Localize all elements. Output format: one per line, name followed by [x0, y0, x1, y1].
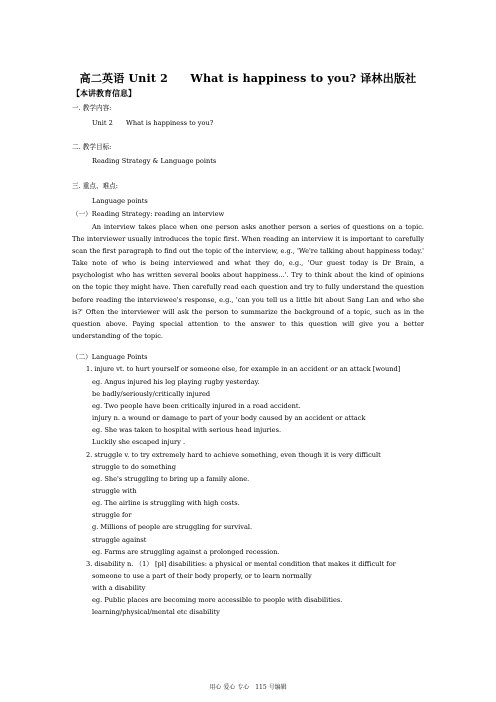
point-line: injury n. a wound or damage to part of your body caused by an accident or attack: [92, 414, 366, 422]
point-line: learning/physical/mental etc disability: [92, 608, 220, 616]
point-line: struggle for: [92, 511, 132, 519]
reading-strategy-paragraph: An interview takes place when one person asks another person a series of questions on a topic. The interviewer usually introduces the topic first. When reading an interview it is important to carefully scan the first paragraph to find out the topic of the interview, e.g., 'We're talking about happiness today.' Take note of who is being interviewed and what they do, e.g., 'Our guest today is Dr Brain, a psychologist who has written several books about happiness…'. Try to think about the kind of opinions on the topic they might have. Then carefully read each question and try to fully understand the question before reading the interviewee's response, e.g., 'can you tell us a little bit about Sang Lan and who she is?' Often the interviewer will ask the person to summarize the background of a topic, such as in the question above. Paying special attention to the answer to this question will give you a better understanding of the topic.: [72, 223, 424, 340]
subsection-2-heading: （二）Language Points: [72, 353, 148, 361]
section-3-heading: 三. 重点、难点:: [72, 182, 118, 190]
point-line: eg. Public places are becoming more accessible to people with disabilities.: [92, 596, 343, 604]
info-header: 【本讲教育信息】: [72, 88, 136, 98]
section-1-heading: 一. 教学内容:: [72, 104, 112, 112]
point-line: Luckily she escaped injury .: [92, 438, 186, 446]
point-line: eg. She was taken to hospital with serious head injuries.: [92, 426, 282, 434]
page-footer: 用心 爱心 专心 115 号编辑: [209, 684, 287, 691]
point-line: eg. She's struggling to bring up a family alone.: [92, 475, 250, 483]
point-line: 1. injure vt. to hurt yourself or someone else, for example in an accident or an attack [wound]: [86, 365, 401, 373]
point-line: eg. Two people have been critically injured in a road accident.: [92, 402, 301, 410]
point-line: with a disability: [92, 584, 146, 592]
point-line: eg. Farms are struggling against a prolonged recession.: [92, 548, 280, 556]
section-2-content: Reading Strategy & Language points: [92, 157, 217, 165]
point-line: 3. disability n. （1） [pl] disabilities: a physical or mental condition that makes it difficult for: [86, 560, 396, 568]
point-line: g. Millions of people are struggling for survival.: [92, 523, 253, 531]
subsection-1-heading: （一）Reading Strategy: reading an interview: [72, 210, 225, 218]
point-line: struggle against: [92, 536, 147, 544]
section-1-content: Unit 2 What is happiness to you?: [92, 119, 214, 127]
point-line: eg. The airline is struggling with high costs.: [92, 499, 240, 507]
point-line: eg. Angus injured his leg playing rugby yesterday.: [92, 378, 260, 386]
point-line: struggle with: [92, 487, 137, 495]
point-line: 2. struggle v. to try extremely hard to achieve something, even though it is very difficult: [86, 451, 381, 459]
section-2-heading: 二. 教学目标:: [72, 143, 112, 151]
page-title: 高二英语 Unit 2 What is happiness to you? 译林出版社: [79, 72, 417, 85]
point-line: be badly/seriously/critically injured: [92, 390, 211, 398]
section-3-content: Language points: [92, 197, 148, 205]
point-line: someone to use a part of their body properly, or to learn normally: [92, 572, 312, 580]
point-line: struggle to do something: [92, 463, 176, 471]
